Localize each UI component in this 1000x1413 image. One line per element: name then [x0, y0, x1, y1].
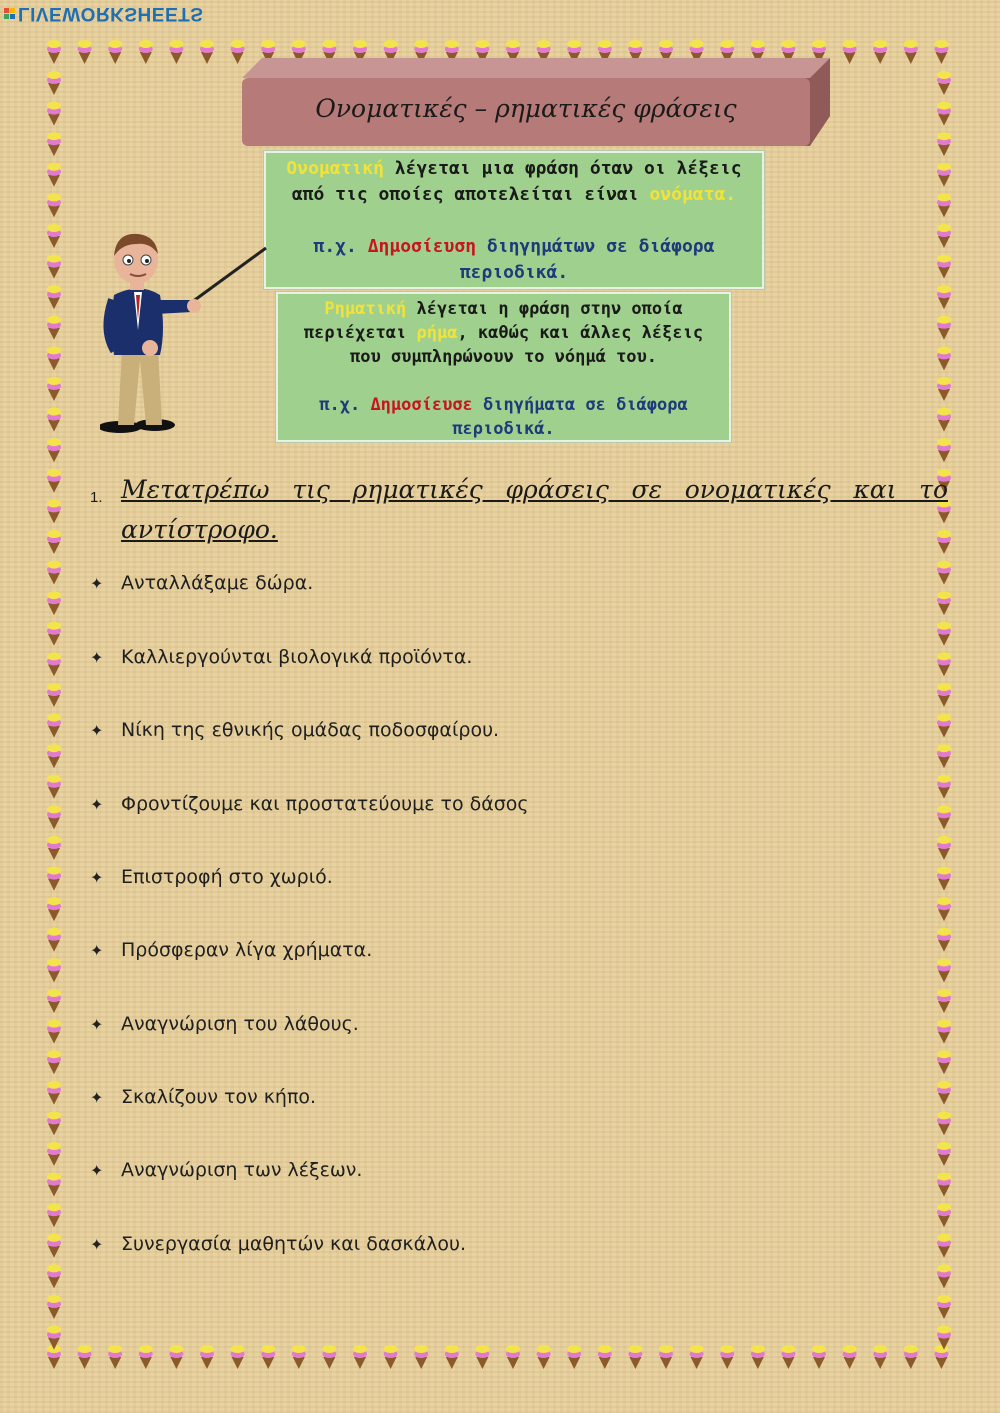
ice-cream-cone-icon: [47, 958, 61, 982]
ice-cream-cone-icon: [937, 958, 951, 982]
noun-example-key: Δημοσίευση: [367, 236, 477, 257]
ice-cream-cone-icon: [937, 622, 951, 646]
ice-cream-cone-icon: [937, 805, 951, 829]
list-item: ✦ Αναγνώριση του λάθους.: [90, 1013, 359, 1035]
noun-example: π.χ. Δημοσίευση διηγημάτων σε διάφορα περιοδικά.: [313, 236, 715, 283]
ice-cream-cone-icon: [937, 1050, 951, 1074]
ice-cream-cone-icon: [47, 132, 61, 156]
bullet-icon: ✦: [90, 867, 104, 887]
ice-cream-cone-icon: [937, 1264, 951, 1288]
ice-cream-cone-icon: [567, 1345, 581, 1369]
verb-example: π.χ. Δημοσίευσε διηγήματα σε διάφορα περιοδικά.: [319, 395, 688, 439]
ice-cream-cone-icon: [937, 163, 951, 187]
ice-cream-cone-icon: [169, 40, 183, 64]
ice-cream-cone-icon: [934, 1345, 948, 1369]
ice-cream-cone-icon: [475, 1345, 489, 1369]
list-item: ✦ Φροντίζουμε και προστατεύουμε το δάσος: [90, 793, 529, 815]
ice-cream-cone-icon: [937, 683, 951, 707]
ice-cream-cone-icon: [47, 499, 61, 523]
ice-cream-cone-icon: [108, 40, 122, 64]
bullet-icon: ✦: [90, 794, 104, 814]
ice-cream-cone-icon: [139, 40, 153, 64]
list-item: ✦ Νίκη της εθνικής ομάδας ποδοσφαίρου.: [90, 719, 500, 741]
ice-cream-cone-icon: [47, 561, 61, 585]
verb-phrase-definition-box: [276, 292, 731, 442]
ice-cream-cone-icon: [937, 377, 951, 401]
ice-cream-cone-icon: [47, 652, 61, 676]
ice-cream-cone-icon: [690, 1345, 704, 1369]
noun-definition-text: Ονοματική λέγεται μια φράση όταν οι λέξεις από τις οποίες αποτελείται είναι ονόματα.: [286, 158, 742, 205]
ice-cream-cone-icon: [47, 836, 61, 860]
ice-cream-cone-icon: [78, 40, 92, 64]
ice-cream-cone-icon: [937, 132, 951, 156]
ice-cream-cone-icon: [47, 1326, 61, 1350]
ice-cream-cone-icon: [628, 1345, 642, 1369]
ice-cream-cone-icon: [47, 255, 61, 279]
ice-cream-cone-icon: [47, 805, 61, 829]
noun-term: Ονοματική: [286, 158, 384, 179]
noun-key: ονόματα: [649, 184, 726, 205]
ice-cream-cone-icon: [937, 561, 951, 585]
ice-cream-cone-icon: [47, 1111, 61, 1135]
ice-cream-cone-icon: [47, 989, 61, 1013]
verb-definition-text: Ρηματική λέγεται η φράση στην οποία περιέχεται ρήμα, καθώς και άλλες λέξεις που συμπληρώνουν το νόημά του.: [303, 299, 704, 367]
bullet-icon: ✦: [90, 1014, 104, 1034]
ice-cream-cone-icon: [937, 775, 951, 799]
ice-cream-cone-icon: [169, 1345, 183, 1369]
exercise-number: 1.: [90, 489, 103, 506]
ice-cream-cone-icon: [937, 897, 951, 921]
list-item: ✦ Καλλιεργούνται βιολογικά προϊόντα.: [90, 646, 473, 668]
ice-cream-cone-icon: [47, 377, 61, 401]
ice-cream-cone-icon: [47, 1142, 61, 1166]
ice-cream-cone-icon: [937, 71, 951, 95]
ice-cream-cone-icon: [47, 744, 61, 768]
ice-cream-cone-icon: [47, 1173, 61, 1197]
ice-cream-cone-icon: [537, 1345, 551, 1369]
ice-cream-cone-icon: [414, 1345, 428, 1369]
ice-cream-cone-icon: [937, 438, 951, 462]
ice-cream-cone-icon: [937, 1173, 951, 1197]
ice-cream-cone-icon: [47, 285, 61, 309]
ice-cream-cone-icon: [937, 1020, 951, 1044]
exercise-text: Μετατρέπω τις ρηματικές φράσεις σε ονοματικές και το αντίστροφο.: [121, 475, 948, 544]
ice-cream-cone-icon: [937, 255, 951, 279]
ice-cream-cone-icon: [937, 1203, 951, 1227]
ice-cream-cone-icon: [937, 102, 951, 126]
ice-cream-cone-icon: [47, 193, 61, 217]
bullet-icon: ✦: [90, 647, 104, 667]
ice-cream-cone-icon: [47, 530, 61, 554]
ice-cream-cone-icon: [873, 1345, 887, 1369]
ice-cream-cone-icon: [843, 40, 857, 64]
ice-cream-cone-icon: [937, 1234, 951, 1258]
ice-cream-cone-icon: [47, 1295, 61, 1319]
ice-cream-cone-icon: [598, 1345, 612, 1369]
ice-cream-cone-icon: [937, 1142, 951, 1166]
ice-cream-cone-icon: [937, 316, 951, 340]
ice-cream-cone-icon: [934, 40, 948, 64]
ice-cream-cone-icon: [843, 1345, 857, 1369]
ice-cream-cone-icon: [200, 40, 214, 64]
ice-cream-cone-icon: [47, 438, 61, 462]
ice-cream-cone-icon: [384, 1345, 398, 1369]
ice-cream-cone-icon: [292, 1345, 306, 1369]
ice-cream-cone-icon: [904, 40, 918, 64]
ice-cream-cone-icon: [353, 1345, 367, 1369]
ice-cream-cone-icon: [937, 744, 951, 768]
ice-cream-cone-icon: [47, 928, 61, 952]
list-item: ✦ Αναγνώριση των λέξεων.: [90, 1159, 363, 1181]
ice-cream-cone-icon: [937, 346, 951, 370]
ice-cream-cone-icon: [47, 71, 61, 95]
list-item: ✦ Σκαλίζουν τον κήπο.: [90, 1086, 317, 1108]
ice-cream-cone-icon: [781, 1345, 795, 1369]
ice-cream-cone-icon: [47, 346, 61, 370]
verb-key: ρήμα: [416, 323, 458, 343]
ice-cream-cone-icon: [47, 102, 61, 126]
logo-text: LIVEWORKSHEETS: [18, 3, 204, 24]
ice-cream-cone-icon: [261, 1345, 275, 1369]
ice-cream-cone-icon: [937, 591, 951, 615]
list-item: ✦ Ανταλλάξαμε δώρα.: [90, 572, 314, 594]
ice-cream-cone-icon: [47, 1203, 61, 1227]
bullet-icon: ✦: [90, 573, 104, 593]
ice-cream-cone-icon: [47, 897, 61, 921]
ice-cream-cone-icon: [937, 652, 951, 676]
bullet-icon: ✦: [90, 1160, 104, 1180]
ice-cream-cone-icon: [47, 775, 61, 799]
ice-cream-cone-icon: [937, 224, 951, 248]
ice-cream-cone-icon: [937, 836, 951, 860]
ice-cream-cone-icon: [937, 714, 951, 738]
ice-cream-cone-icon: [78, 1345, 92, 1369]
verb-example-key: Δημοσίευσε: [370, 395, 473, 415]
bullet-icon: ✦: [90, 1234, 104, 1254]
ice-cream-cone-icon: [937, 408, 951, 432]
ice-cream-cone-icon: [47, 1264, 61, 1288]
ice-cream-cone-icon: [873, 40, 887, 64]
ice-cream-cone-icon: [47, 1234, 61, 1258]
ice-cream-cone-icon: [47, 714, 61, 738]
ice-cream-cone-icon: [47, 40, 61, 64]
ice-cream-cone-icon: [47, 408, 61, 432]
ice-cream-cone-icon: [231, 1345, 245, 1369]
ice-cream-cone-icon: [937, 1081, 951, 1105]
ice-cream-cone-icon: [445, 1345, 459, 1369]
ice-cream-cone-icon: [47, 1020, 61, 1044]
ice-cream-cone-icon: [506, 1345, 520, 1369]
ice-cream-cone-icon: [720, 1345, 734, 1369]
ice-cream-cone-icon: [937, 193, 951, 217]
ice-cream-cone-icon: [47, 1050, 61, 1074]
ice-cream-cone-icon: [659, 1345, 673, 1369]
teacher-figure-icon: [100, 220, 270, 435]
list-item: ✦ Πρόσφεραν λίγα χρήματα.: [90, 939, 373, 961]
verb-term: Ρηματική: [324, 299, 407, 319]
ice-cream-cone-icon: [937, 1295, 951, 1319]
ice-cream-cone-icon: [47, 1081, 61, 1105]
exercise-instruction: [90, 470, 948, 550]
ice-cream-cone-icon: [904, 1345, 918, 1369]
ice-cream-cone-icon: [937, 867, 951, 891]
ice-cream-cone-icon: [108, 1345, 122, 1369]
ice-cream-cone-icon: [139, 1345, 153, 1369]
ice-cream-cone-icon: [47, 867, 61, 891]
ice-cream-cone-icon: [937, 285, 951, 309]
ice-cream-cone-icon: [937, 1111, 951, 1135]
ice-cream-cone-icon: [47, 591, 61, 615]
ice-cream-cone-icon: [47, 224, 61, 248]
bullet-icon: ✦: [90, 720, 104, 740]
ice-cream-cone-icon: [47, 683, 61, 707]
ice-cream-cone-icon: [47, 163, 61, 187]
ice-cream-cone-icon: [322, 1345, 336, 1369]
list-item: ✦ Επιστροφή στο χωριό.: [90, 866, 333, 888]
ice-cream-cone-icon: [200, 1345, 214, 1369]
ice-cream-cone-icon: [47, 316, 61, 340]
ice-cream-cone-icon: [751, 1345, 765, 1369]
bullet-icon: ✦: [90, 940, 104, 960]
ice-cream-cone-icon: [47, 622, 61, 646]
bullet-icon: ✦: [90, 1087, 104, 1107]
ice-cream-cone-icon: [937, 928, 951, 952]
noun-phrase-definition-box: [264, 151, 764, 289]
ice-cream-cone-icon: [47, 469, 61, 493]
list-item: ✦ Συνεργασία μαθητών και δασκάλου.: [90, 1233, 467, 1255]
ice-cream-cone-icon: [937, 989, 951, 1013]
ice-cream-cone-icon: [812, 1345, 826, 1369]
page-title: Ονοματικές – ρηματικές φράσεις: [315, 93, 737, 123]
